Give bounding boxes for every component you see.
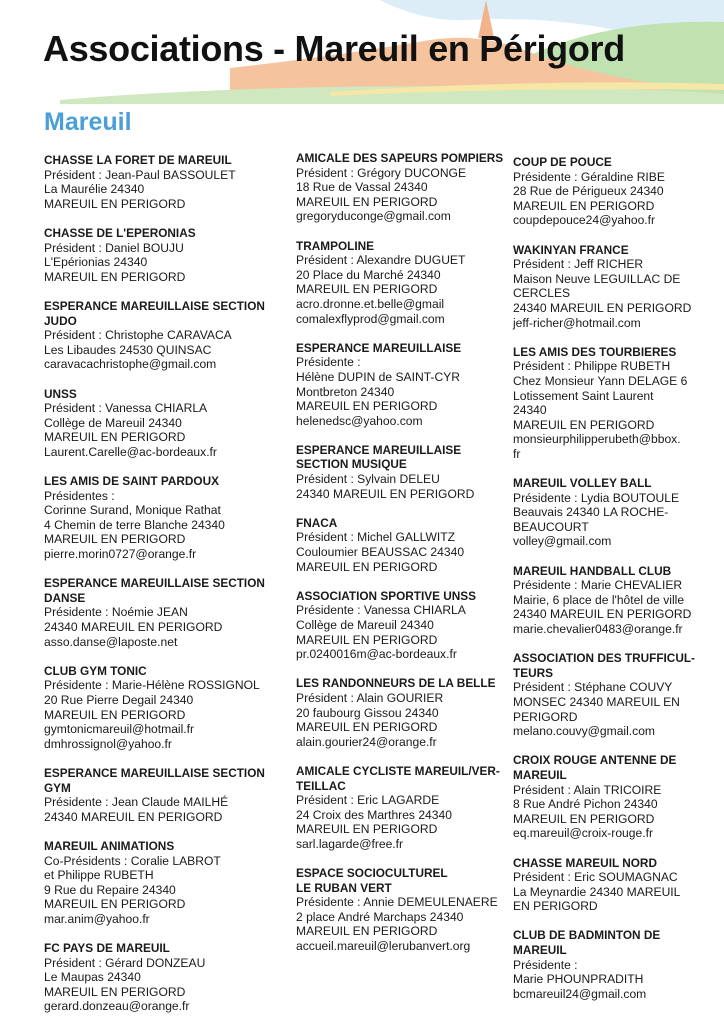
association-email: gerard.donzeau@orange.fr <box>44 999 190 1014</box>
association-detail: Président : Jeff RICHER <box>513 257 644 272</box>
association-detail: 20 faubourg Gissou 24340 <box>296 705 439 720</box>
association-detail: Corinne Surand, Monique Rathat <box>44 503 221 518</box>
association-detail: MAREUIL EN PERIGORD <box>296 720 438 735</box>
association-entry <box>296 866 506 954</box>
association-detail: Président : Alain GOURIER <box>296 690 444 705</box>
association-detail: Lotissement Saint Laurent <box>513 388 654 403</box>
association-name: FC PAYS DE MAREUIL <box>44 941 170 956</box>
association-entry <box>296 341 506 429</box>
association-entry <box>513 345 703 462</box>
association-detail: Mairie, 6 place de l'hôtel de ville <box>513 592 685 607</box>
association-detail: Présidente : Lydia BOUTOULE <box>513 490 680 505</box>
association-email: pierre.morin0727@orange.fr <box>44 547 197 562</box>
association-detail: MAREUIL EN PERIGORD <box>44 707 186 722</box>
association-email: dmhrossignol@yahoo.fr <box>44 736 172 751</box>
association-name: FNACA <box>296 515 338 530</box>
association-detail: MAREUIL EN PERIGORD <box>296 632 438 647</box>
association-detail: Présidente : Marie-Hélène ROSSIGNOL <box>44 678 260 693</box>
association-name: MAREUIL VOLLEY BALL <box>513 476 652 491</box>
association-entry <box>296 443 506 501</box>
association-entry <box>296 239 506 327</box>
association-name: CLUB GYM TONIC <box>44 663 147 678</box>
section-title: Mareuil <box>44 108 132 136</box>
association-email: monsieurphilipperubeth@bbox. <box>513 432 681 447</box>
column-1 <box>44 153 289 1024</box>
association-detail: 24340 MAREUIL EN PERIGORD <box>44 620 223 634</box>
association-detail: Présidente : Géraldine RIBE <box>513 169 665 184</box>
association-entry <box>513 651 703 739</box>
association-entry <box>44 766 289 824</box>
association-detail: Le Maupas 24340 <box>44 970 141 985</box>
association-email: sarl.lagarde@free.fr <box>296 836 404 851</box>
column-3 <box>513 155 703 1016</box>
association-detail: MAREUIL EN PERIGORD <box>44 430 186 445</box>
association-detail: Collège de Mareuil 24340 <box>44 415 182 430</box>
association-detail: MAREUIL EN PERIGORD <box>44 269 186 284</box>
association-name: ESPERANCE MAREUILLAISE SECTION <box>44 576 265 591</box>
association-detail: Président : Michel GALLWITZ <box>296 530 456 545</box>
association-detail: MAREUIL EN PERIGORD <box>296 399 438 414</box>
association-entry <box>296 589 506 662</box>
association-name: LE RUBAN VERT <box>296 880 392 895</box>
association-name: MAREUIL <box>513 943 567 958</box>
association-detail: Marie PHOUNPRADITH <box>513 972 644 987</box>
association-detail: 24340 MAREUIL EN PERIGORD <box>513 300 692 315</box>
association-name: ESPERANCE MAREUILLAISE SECTION JUDO <box>44 298 265 328</box>
association-detail: 24 Croix des Marthres 24340 <box>296 807 452 822</box>
association-detail: MAREUIL EN PERIGORD <box>296 194 438 209</box>
association-name: ESPERANCE MAREUILLAISE <box>296 340 462 355</box>
association-entry <box>44 153 289 211</box>
association-detail: Président : Daniel BOUJU <box>44 240 184 255</box>
association-name: ASSOCIATION DES TRUFFICUL- <box>513 651 695 666</box>
association-detail: 20 Rue Pierre Degail 24340 <box>44 692 194 707</box>
association-name: CHASSE LA FORET DE MAREUIL <box>44 153 232 167</box>
association-detail: MAREUIL EN PERIGORD <box>513 811 655 826</box>
association-detail: Président : Eric LAGARDE <box>296 793 440 808</box>
association-detail: 24340 <box>513 403 547 418</box>
association-entry <box>44 664 289 752</box>
association-name: WAKINYAN FRANCE <box>513 242 629 257</box>
association-entry <box>44 387 289 460</box>
association-detail: 24340 MAREUIL EN PERIGORD <box>44 809 223 824</box>
association-name: UNSS <box>44 386 77 401</box>
association-name: TEURS <box>513 665 553 680</box>
association-detail: MAREUIL EN PERIGORD <box>296 282 438 297</box>
association-detail: La Maurélie 24340 <box>44 182 145 197</box>
association-detail: Co-Présidents : Coralie LABROT <box>44 853 221 868</box>
association-detail: 24340 MAREUIL EN PERIGORD <box>513 607 692 622</box>
association-name: MAREUIL <box>513 767 567 782</box>
association-detail: MAREUIL EN PERIGORD <box>296 822 438 837</box>
association-name: COUP DE POUCE <box>513 155 612 169</box>
association-name: ESPACE SOCIOCULTUREL <box>296 866 448 881</box>
association-detail: Président : Gérard DONZEAU <box>44 955 206 970</box>
association-email: coupdepouce24@yahoo.fr <box>513 213 656 228</box>
association-name: SECTION MUSIQUE <box>296 457 407 472</box>
association-entry <box>513 928 703 1001</box>
association-name: TRAMPOLINE <box>296 238 374 253</box>
association-detail: et Philippe RUBETH <box>44 868 154 883</box>
association-name: LES AMIS DES TOURBIERES <box>513 344 677 359</box>
association-name: ESPERANCE MAREUILLAISE SECTION GYM <box>44 765 265 795</box>
association-email: alain.gourier24@orange.fr <box>296 734 437 749</box>
association-detail: Président : Stéphane COUVY <box>513 680 673 695</box>
association-detail: PERIGORD <box>513 709 578 724</box>
association-detail: Président : Philippe RUBETH <box>513 359 671 374</box>
association-name: MAREUIL ANIMATIONS <box>44 838 175 853</box>
association-detail: 4 Chemin de terre Blanche 24340 <box>44 517 225 532</box>
column-2 <box>296 151 506 968</box>
association-name: LES AMIS DE SAINT PARDOUX <box>44 474 220 489</box>
association-entry <box>513 564 703 637</box>
association-email: jeff-richer@hotmail.com <box>513 315 641 330</box>
association-name: DANSE <box>44 590 86 605</box>
association-entry <box>513 476 703 549</box>
association-detail: Présidente : Jean Claude MAILHÉ <box>44 795 229 810</box>
association-detail: EN PERIGORD <box>513 899 598 914</box>
association-email: eq.mareuil@croix-rouge.fr <box>513 826 653 841</box>
association-detail: MAREUIL EN PERIGORD <box>44 196 186 211</box>
association-name: AMICALE CYCLISTE MAREUIL/VER- <box>296 763 500 778</box>
association-detail: CERCLES <box>513 286 571 301</box>
association-email: pr.0240016m@ac-bordeaux.fr <box>296 647 457 662</box>
association-detail: MAREUIL EN PERIGORD <box>44 984 186 999</box>
association-name: CHASSE MAREUIL NORD <box>513 855 657 870</box>
association-detail: Président : Eric SOUMAGNAC <box>513 870 678 885</box>
association-detail: 18 Rue de Vassal 24340 <box>296 180 428 195</box>
association-email: marie.chevalier0483@orange.fr <box>513 622 683 636</box>
association-detail: Hélène DUPIN de SAINT-CYR <box>296 369 460 384</box>
association-detail: La Meynardie 24340 MAREUIL <box>513 884 681 899</box>
association-email: gregoryduconge@gmail.com <box>296 209 451 224</box>
association-name: ESPERANCE MAREUILLAISE <box>296 442 462 457</box>
association-name: CROIX ROUGE ANTENNE DE <box>513 753 677 768</box>
association-name: ASSOCIATION SPORTIVE UNSS <box>296 588 477 603</box>
association-detail: Chez Monsieur Yann DELAGE 6 <box>513 373 688 388</box>
association-entry <box>44 941 289 1014</box>
association-name: TEILLAC <box>296 778 346 793</box>
association-detail: 9 Rue du Repaire 24340 <box>44 882 176 897</box>
association-entry <box>44 226 289 284</box>
association-entry <box>296 151 506 224</box>
association-entry <box>513 856 703 914</box>
association-detail: MAREUIL EN PERIGORD <box>513 417 655 432</box>
association-email: asso.danse@laposte.net <box>44 634 178 649</box>
association-detail: Président : Christophe CARAVACA <box>44 328 232 343</box>
association-detail: MAREUIL EN PERIGORD <box>296 924 438 939</box>
association-detail: Montbreton 24340 <box>296 384 395 399</box>
association-detail: Président : Alain TRICOIRE <box>513 782 662 797</box>
association-detail: Couloumier BEAUSSAC 24340 <box>296 545 465 560</box>
association-detail: Beauvais 24340 LA ROCHE- <box>513 505 669 520</box>
association-entry <box>44 576 289 649</box>
association-email: bcmareuil24@gmail.com <box>513 986 647 1001</box>
association-entry <box>296 764 506 852</box>
association-entry <box>513 753 703 841</box>
association-detail: Présidente : <box>513 957 578 972</box>
association-detail: Président : Vanessa CHIARLA <box>44 401 208 416</box>
association-detail: BEAUCOURT <box>513 519 589 534</box>
association-entry <box>44 299 289 372</box>
association-detail: 2 place André Marchaps 24340 <box>296 909 464 924</box>
association-name: AMICALE DES SAPEURS POMPIERS <box>296 151 504 165</box>
association-detail: Collège de Mareuil 24340 <box>296 618 434 632</box>
association-email: helenedsc@yahoo.com <box>296 413 423 428</box>
association-detail: 20 Place du Marché 24340 <box>296 267 441 282</box>
association-detail: Président : Alexandre DUGUET <box>296 253 466 268</box>
association-entry <box>513 155 703 228</box>
association-email: accueil.mareuil@lerubanvert.org <box>296 939 471 954</box>
association-detail: Président : Sylvain DELEU <box>296 472 440 487</box>
association-email: melano.couvy@gmail.com <box>513 724 656 739</box>
association-entry <box>44 474 289 562</box>
association-entry <box>513 243 703 331</box>
association-email: caravacachristophe@gmail.com <box>44 357 217 372</box>
association-entry <box>44 839 289 927</box>
association-detail: Présidente : Vanessa CHIARLA <box>296 603 466 618</box>
association-email: MAREUIL EN PERIGORD mar.anim@yahoo.fr <box>44 897 186 926</box>
page-title: Associations - Mareuil en Périgord <box>43 28 625 69</box>
association-detail: 28 Rue de Périgueux 24340 <box>513 184 664 199</box>
association-detail: MAREUIL EN PERIGORD <box>44 532 186 547</box>
association-detail: L'Epérionias 24340 <box>44 255 148 270</box>
association-detail: Présidente : Noémie JEAN <box>44 605 188 620</box>
association-detail: Présidentes : <box>44 488 115 503</box>
association-detail: Président : Grégory DUCONGE <box>296 165 467 180</box>
association-detail: Les Libaudes 24530 QUINSAC <box>44 342 212 357</box>
association-entry <box>296 516 506 574</box>
association-email: gymtonicmareuil@hotmail.fr <box>44 722 195 737</box>
association-detail: Présidente : Marie CHEVALIER <box>513 578 683 593</box>
association-email: comalexflyprod@gmail.com <box>296 311 445 326</box>
association-name: CHASSE DE L'EPERONIAS <box>44 225 196 240</box>
association-detail: MAREUIL EN PERIGORD <box>296 559 438 574</box>
association-name: LES RANDONNEURS DE LA BELLE <box>296 676 496 691</box>
association-name: CLUB DE BADMINTON DE <box>513 928 661 943</box>
association-detail: MAREUIL EN PERIGORD <box>513 198 655 213</box>
association-detail: fr <box>513 446 521 461</box>
association-name: MAREUIL HANDBALL CLUB <box>513 563 672 578</box>
association-entry <box>296 676 506 749</box>
association-detail: 24340 MAREUIL EN PERIGORD <box>296 486 475 501</box>
association-email: volley@gmail.com <box>513 534 612 549</box>
association-email: acro.dronne.et.belle@gmail <box>296 296 445 311</box>
association-detail: Maison Neuve LEGUILLAC DE <box>513 271 681 286</box>
association-detail: MONSEC 24340 MAREUIL EN <box>513 694 680 709</box>
association-detail: 8 Rue André Pichon 24340 <box>513 797 658 812</box>
association-detail: Présidente : <box>296 355 361 370</box>
association-detail: Présidente : Annie DEMEULENAERE <box>296 895 498 910</box>
association-detail: Président : Jean-Paul BASSOULET <box>44 167 236 182</box>
association-email: Laurent.Carelle@ac-bordeaux.fr <box>44 444 217 459</box>
